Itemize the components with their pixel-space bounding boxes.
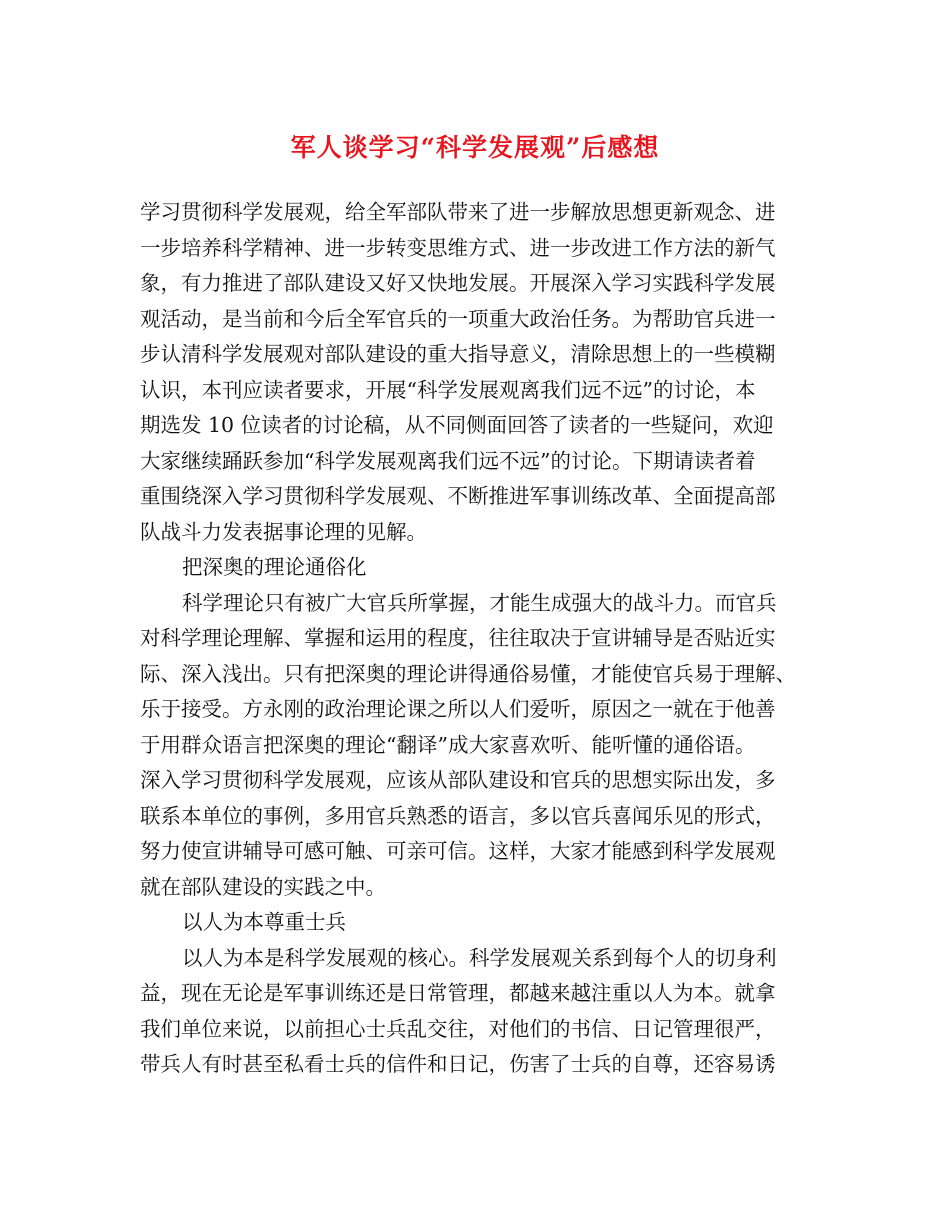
text-line: 大家继续踊跃参加“科学发展观离我们远不远”的讨论。下期请读者着 — [140, 448, 756, 473]
text-line: 学习贯彻科学发展观，给全军部队带来了进一步解放思想更新观念、进 — [140, 200, 776, 224]
text-line: 际、深入浅出。只有把深奥的理论讲得通俗易懂，才能使官兵易于理解、 — [140, 661, 796, 686]
text-line: 于用群众语言把深奥的理论“翻译”成大家喜欢听、能听懂的通俗语。 — [140, 732, 756, 757]
text-line: 对科学理论理解、掌握和运用的程度，往往取决于宣讲辅导是否贴近实 — [140, 626, 776, 650]
text-line: 科学理论只有被广大官兵所掌握，才能生成强大的战斗力。而官兵 — [182, 590, 777, 615]
text-line: 把深奥的理论通俗化 — [182, 555, 367, 579]
text-line: 以人为本尊重士兵 — [182, 910, 346, 934]
document-body — [140, 195, 820, 1083]
document-title: 军人谈学习“科学发展观”后感想 — [290, 133, 660, 162]
text-line: 期选发 10 位读者的讨论稿，从不同侧面回答了读者的一些疑问，欢迎 — [140, 413, 774, 437]
text-line: 带兵人有时甚至私看士兵的信件和日记，伤害了士兵的自尊，还容易诱 — [140, 1052, 776, 1076]
text-line: 认识，本刊应读者要求，开展“科学发展观离我们远不远”的讨论，本 — [140, 377, 756, 402]
text-line: 益，现在无论是军事训练还是日常管理，都越来越注重以人为本。就拿 — [140, 981, 776, 1005]
text-line: 联系本单位的事例，多用官兵熟悉的语言，多以官兵喜闻乐见的形式， — [140, 803, 776, 828]
text-line: 以人为本是科学发展观的核心。科学发展观关系到每个人的切身利 — [182, 945, 777, 970]
text-line: 就在部队建设的实践之中。 — [140, 874, 386, 899]
text-line: 我们单位来说，以前担心士兵乱交往，对他们的书信、日记管理很严， — [140, 1016, 776, 1041]
text-line: 一步培养科学精神、进一步转变思维方式、进一步改进工作方法的新气 — [140, 235, 776, 260]
text-line: 乐于接受。方永刚的政治理论课之所以人们爱听，原因之一就在于他善 — [140, 697, 776, 721]
text-line: 重围绕深入学习贯彻科学发展观、不断推进军事训练改革、全面提高部 — [140, 484, 776, 508]
text-line: 队战斗力发表据事论理的见解。 — [140, 519, 427, 544]
text-line: 深入学习贯彻科学发展观，应该从部队建设和官兵的思想实际出发，多 — [140, 768, 776, 792]
text-line: 步认清科学发展观对部队建设的重大指导意义，清除思想上的一些模糊 — [140, 342, 776, 366]
text-line: 努力使宣讲辅导可感可触、可亲可信。这样，大家才能感到科学发展观 — [140, 839, 776, 863]
text-line: 象，有力推进了部队建设又好又快地发展。开展深入学习实践科学发展 — [140, 271, 776, 295]
text-line: 观活动，是当前和今后全军官兵的一项重大政治任务。为帮助官兵进一 — [140, 306, 776, 331]
